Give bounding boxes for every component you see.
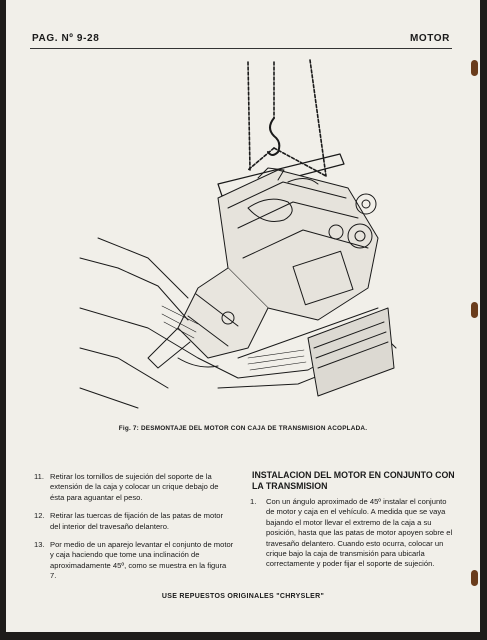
list-item	[34, 540, 234, 582]
step-number: 12.	[34, 511, 45, 521]
step-text: Por medio de un aparejo levantar el conjunto de motor y caja haciendo que tome una inclinación de aproximadamente 45º, como se muestra en la figura 7.	[50, 540, 234, 581]
step-text: Retirar las tuercas de fijación de las patas de motor del interior del travesaño delantero.	[50, 511, 224, 531]
step-number: 13.	[34, 540, 45, 550]
hook-icon	[268, 118, 279, 155]
binder-hole	[471, 570, 478, 586]
step-text: Con un ángulo aproximado de 45º instalar el conjunto de motor y caja en el vehículo. A medida que se vaya bajando el motor llevar el extremo de la caja a su posición, hasta que las patas de motor apoyen sobre el travesaño delantero. Cuando esto ocurra, colocar un crique bajo la caja de transmisión para ubicarla correctamente y poder fijar el soporte de sujeción.	[266, 497, 453, 569]
step-number: 11.	[34, 472, 44, 481]
page-header	[30, 32, 452, 49]
list-item	[250, 497, 456, 570]
engine-hoist-illustration	[78, 58, 398, 418]
step-text: Retirar los tornillos de sujeción del soporte de la extensión de la caja y colocar un crique debajo de ésta para aguantar el peso.	[50, 472, 219, 502]
binder-hole	[471, 60, 478, 76]
binder-hole	[471, 302, 478, 318]
page-footer: USE REPUESTOS ORIGINALES "CHRYSLER"	[161, 593, 325, 600]
step-number: 1.	[250, 497, 257, 506]
list-item	[34, 472, 234, 503]
section-name: MOTOR	[409, 33, 450, 44]
left-column	[34, 472, 234, 590]
page-number: PAG. Nº 9-28	[32, 33, 100, 44]
section-title: INSTALACION DEL MOTOR EN CONJUNTO CON LA TRANSMISION	[252, 470, 455, 491]
hoist-chain	[248, 62, 250, 170]
list-item	[34, 511, 234, 532]
manual-page	[6, 0, 480, 632]
right-column	[250, 470, 456, 578]
figure-caption: Fig. 7: DESMONTAJE DEL MOTOR CON CAJA DE TRANSMISION ACOPLADA.	[118, 425, 368, 432]
